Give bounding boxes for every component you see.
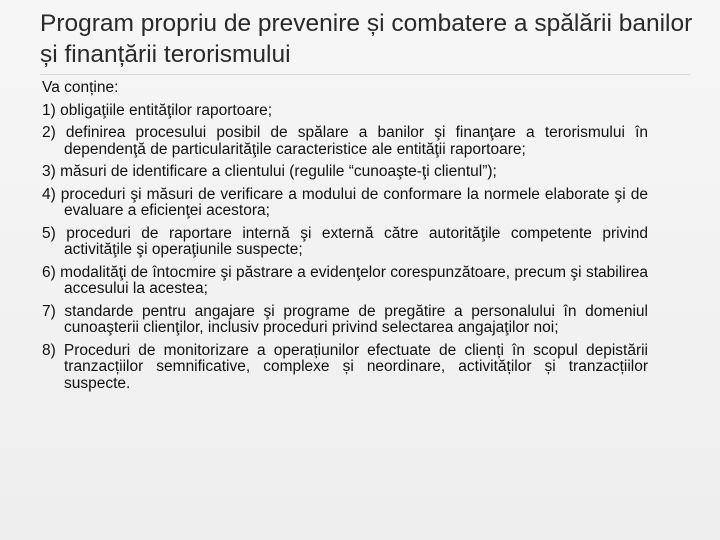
list-item: 7) standarde pentru angajare şi programe de pregătire a personalului în domeniul cunoaşterii clienţilor, inclusiv proceduri privind selectarea angajaţilor noi; [42, 302, 648, 336]
requirements-list [42, 103, 648, 393]
list-item: 3) măsuri de identificare a clientului (regulile “cunoaşte-ţi clientul”); [42, 163, 497, 180]
title-divider [40, 74, 690, 75]
list-item: 5) proceduri de raportare internă şi externă către autorităţile competente privind activităţile şi operaţiunile suspecte; [42, 224, 648, 258]
intro-text: Va conține: [42, 79, 119, 96]
list-item: 1) obligaţiile entităţilor raportoare; [42, 101, 273, 119]
list-item: 6) modalităţi de întocmire şi păstrare a evidenţelor corespunzătoare, precum şi stabilirea accesului la acestea; [42, 263, 648, 297]
list-item: 4) proceduri şi măsuri de verificare a modului de conformare la normele elaborate şi de evaluare a eficienţei acestora; [42, 185, 648, 219]
slide-body [42, 80, 648, 398]
list-item: 2) definirea procesului posibil de spălare a banilor şi finanţare a terorismului în dependenţă de particularităţile caracteristice ale entităţii raportoare; [42, 124, 648, 158]
slide-title: Program propriu de prevenire și combatere a spălării banilor și finanțării terorismului [40, 10, 693, 68]
list-item: 8) Proceduri de monitorizare a operațiunilor efectuate de clienți în scopul depistării tranzacțiilor semnificative, complexe și neordinare, activităților și tranzacțiilor suspecte. [42, 341, 648, 392]
